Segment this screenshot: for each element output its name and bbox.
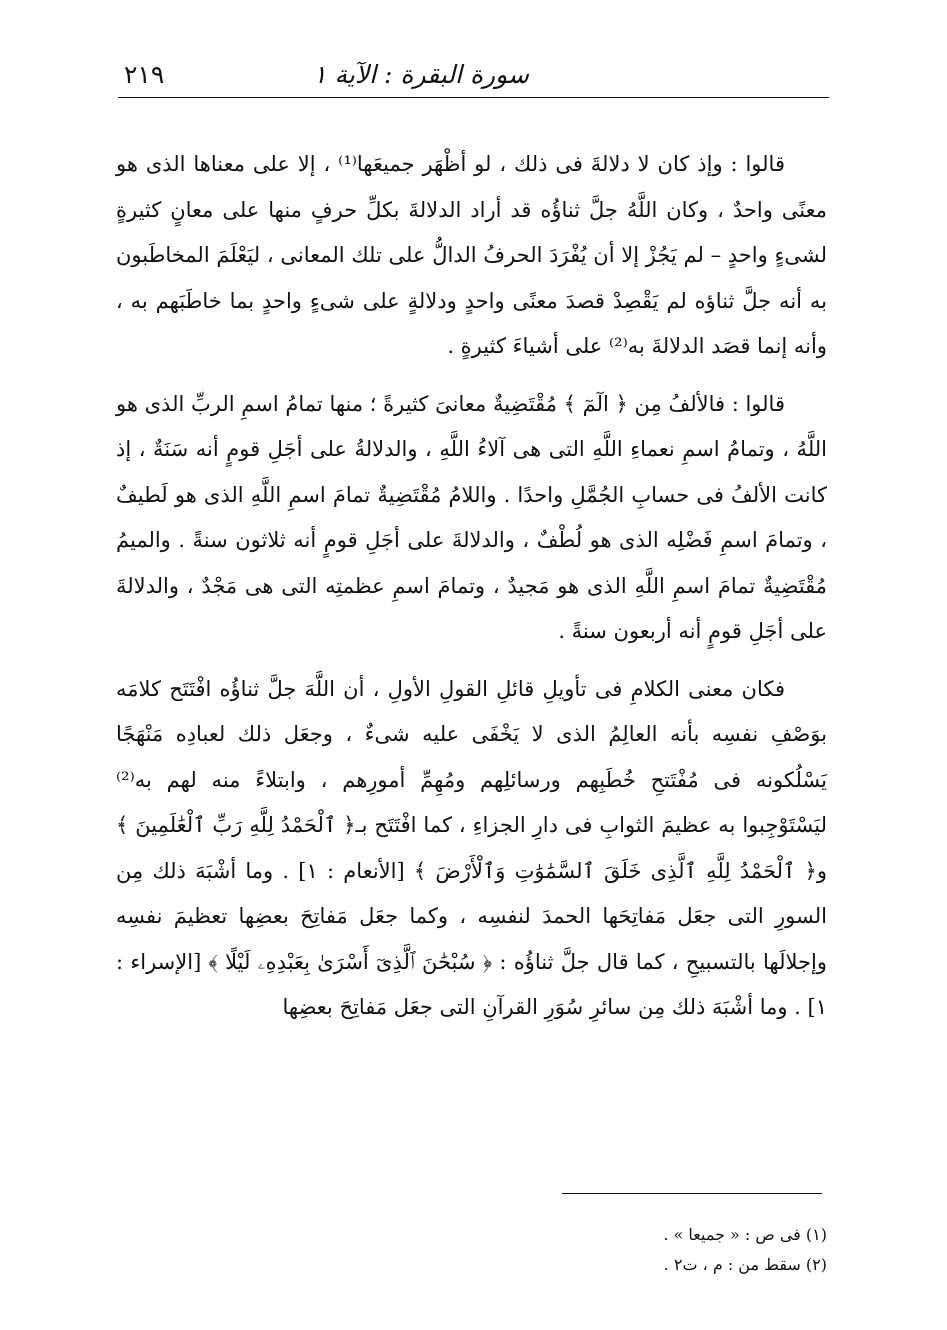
paragraph-2: قالوا : فالألفُ مِن ﴿ الٓمٓ ﴾ مُقْتَضِيةٌ معانىَ كثيرةً ؛ منها تمامُ اسمِ الربِّ الذى هو اللَّهُ ، وتمامُ اسمِ نعماءِ اللَّهِ التى هى آلاءُ اللَّهِ ، والدلالةُ على أجَلِ قومٍ أنه سَنَةٌ ، إذ كانت الألفُ فى حسابِ الجُمَّلِ واحدًا . واللامُ مُقْتَضِيةٌ تمامَ اسمِ اللَّهِ الذى هو لَطيفٌ ، وتمامَ اسمِ فَضْلِه الذى هو لُطْفٌ ، والدلالةَ على أجَلِ قومٍ أنه ثلاثون سنةً . والميمُ مُقْتَضِيةٌ تمامَ اسمِ اللَّهِ الذى هو مَجيدٌ ، وتمامَ اسمِ عظمتِه التى هى مَجْدٌ ، والدلالةَ على أجَلِ قومٍ أنه أربعون سنةً . — [116, 391, 827, 643]
header-rule — [118, 97, 829, 98]
footnotes — [120, 1220, 827, 1280]
footnote-separator — [562, 1193, 822, 1194]
main-text — [116, 142, 827, 1043]
footnote-1: (١) فى ص : « جميعا » . — [663, 1225, 827, 1244]
paragraph-1: قالوا : وإذ كان لا دلالةَ فى ذلك ، لو أظْهَر جميعَها⁽¹⁾ ، إلا على معناها الذى هو معنًى واحدٌ ، وكان اللَّهُ جلَّ ثناؤُه قد أراد الدلالةَ بكلِّ حرفٍ منها على معانٍ كثيرةٍ لشىءٍ واحدٍ – لم يَجُزْ إلا أن يُفْرَدَ الحرفُ الدالُّ على تلك المعانى ، ليَعْلَمَ المخاطَبون به أنه جلَّ ثناؤه لم يَقْصِدْ قصدَ معنًى واحدٍ ودلالةٍ على شىءٍ واحدٍ بما خاطَبَهم به ، وأنه إنما قصَد الدلالةَ به⁽²⁾ على أشياءَ كثيرةٍ . — [116, 152, 827, 358]
footnote-2: (٢) سقط من : م ، ت٢ . — [663, 1255, 827, 1274]
paragraph-3: فكان معنى الكلامِ فى تأويلِ قائلِ القولِ الأولِ ، أن اللَّهَ جلَّ ثناؤُه افْتَتَح كلامَه بوَصْفِ نفسِه بأنه العالِمُ الذى لا يَخْفَى عليه شىءٌ ، وجعَل ذلك لعبادِه مَنْهَجًا يَسْلُكونه فى مُفْتَتحِ خُطَبِهم ورسائلِهم ومُهِمِّ أمورِهم ، وابتلاءً منه لهم به⁽²⁾ ليَسْتَوْجِبوا به عظيمَ الثوابِ فى دارِ الجزاءِ ، كما افْتَتَح بـ﴿ ٱلْحَمْدُ لِلَّهِ رَبِّ ٱلْعَٰلَمِينَ ﴾ و﴿ ٱلْحَمْدُ لِلَّهِ ٱلَّذِى خَلَقَ ٱلسَّمَٰوَٰتِ وَٱلْأَرْضَ ﴾ [الأنعام : ١] . وما أشْبَهَ ذلك مِن السورِ التى جعَل مَفاتِحَها الحمدَ لنفسِه ، وكما جعَل مَفاتِحَ بعضِها تعظيمَ نفسِه وإجلالَها بالتسبيحِ ، كما قال جلَّ ثناؤُه : ﴿ سُبْحَٰنَ ٱلَّذِىٓ أَسْرَىٰ بِعَبْدِهِۦ لَيْلًا ﴾ [الإسراء : ١] . وما أشْبَهَ ذلك مِن سائرِ سُوَرِ القرآنِ التى جعَل مَفاتِحَ بعضِها — [116, 676, 827, 1019]
running-head — [118, 58, 829, 98]
surah-heading: سورة البقرة : الآية ١ — [313, 60, 529, 89]
page-number: ٢١٩ — [124, 60, 165, 89]
